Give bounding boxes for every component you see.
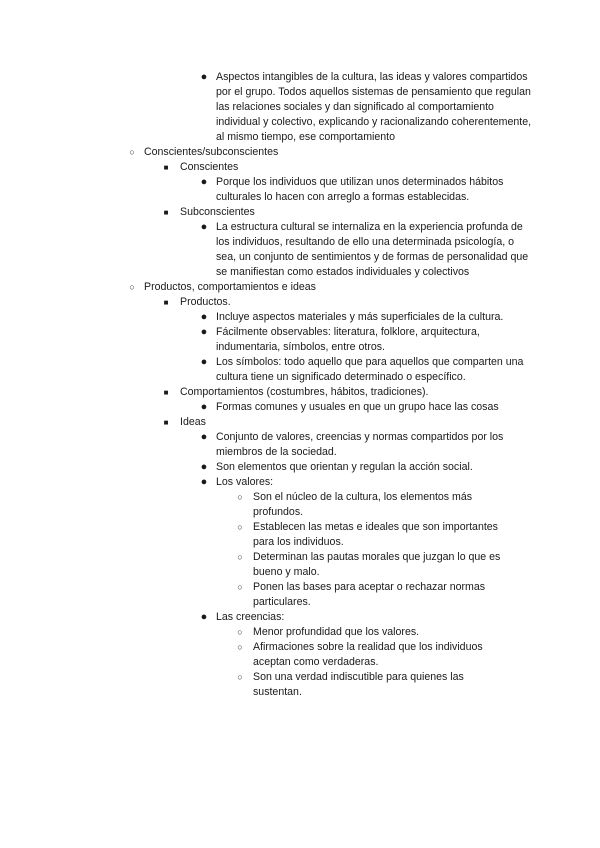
circle-bullet-icon: ○	[237, 522, 243, 532]
bullet-item	[0, 70, 600, 145]
disc-bullet-icon: ●	[200, 71, 208, 83]
bullet-item	[0, 610, 600, 625]
bullet-item	[0, 385, 600, 400]
item-text: Aspectos intangibles de la cultura, las ideas y valores compartidos por el grupo. Todos aquellos sistemas de pensamiento que regulan las relaciones sociales y dan significado al comportamiento individual y colectivo, explicando y racionalizando coherentemente, al mismo tiempo, ese comportamiento	[216, 71, 532, 143]
item-text: Comportamientos (costumbres, hábitos, tradiciones).	[180, 386, 429, 398]
disc-bullet-icon: ●	[200, 401, 208, 413]
circle-bullet-icon: ○	[237, 642, 243, 652]
disc-bullet-icon: ●	[200, 431, 208, 443]
disc-bullet-icon: ●	[200, 326, 208, 338]
document-page	[0, 70, 600, 700]
bullet-item	[0, 625, 600, 640]
bullet-item	[0, 430, 600, 460]
bullet-item	[0, 475, 600, 490]
square-bullet-icon: ■	[163, 418, 169, 427]
item-text: Las creencias:	[216, 611, 285, 623]
circle-bullet-icon: ○	[129, 282, 135, 292]
item-text: Productos.	[180, 296, 231, 308]
bullet-item	[0, 175, 600, 205]
bullet-item	[0, 490, 600, 520]
bullet-item	[0, 325, 600, 355]
square-bullet-icon: ■	[163, 163, 169, 172]
item-text: Porque los individuos que utilizan unos determinados hábitos culturales lo hacen con arreglo a formas establecidas.	[216, 176, 504, 203]
circle-bullet-icon: ○	[237, 627, 243, 637]
circle-bullet-icon: ○	[237, 582, 243, 592]
disc-bullet-icon: ●	[200, 176, 208, 188]
item-text: Afirmaciones sobre la realidad que los individuos aceptan como verdaderas.	[253, 641, 483, 668]
bullet-item	[0, 160, 600, 175]
item-text: Los símbolos: todo aquello que para aquellos que comparten una cultura tiene un significado determinado o específico.	[216, 356, 524, 383]
item-text: Establecen las metas e ideales que son importantes para los individuos.	[253, 521, 498, 548]
item-text: Determinan las pautas morales que juzgan lo que es bueno y malo.	[253, 551, 501, 578]
item-text: Formas comunes y usuales en que un grupo hace las cosas	[216, 401, 499, 413]
bullet-item	[0, 355, 600, 385]
disc-bullet-icon: ●	[200, 461, 208, 473]
bullet-item	[0, 460, 600, 475]
disc-bullet-icon: ●	[200, 611, 208, 623]
bullet-item	[0, 205, 600, 220]
circle-bullet-icon: ○	[129, 147, 135, 157]
item-text: Subconscientes	[180, 206, 255, 218]
item-text: Conjunto de valores, creencias y normas compartidos por los miembros de la sociedad.	[216, 431, 504, 458]
bullet-item	[0, 415, 600, 430]
item-text: La estructura cultural se internaliza en la experiencia profunda de los individuos, resultando de ello una determinada psicología, o sea, un conjunto de sentimientos y de formas de personalidad que se manifiestan como estados individuales y colectivos	[216, 221, 529, 278]
circle-bullet-icon: ○	[237, 672, 243, 682]
item-text: Ideas	[180, 416, 206, 428]
disc-bullet-icon: ●	[200, 311, 208, 323]
square-bullet-icon: ■	[163, 298, 169, 307]
circle-bullet-icon: ○	[237, 492, 243, 502]
item-text: Los valores:	[216, 476, 274, 488]
bullet-item	[0, 295, 600, 310]
bullet-item	[0, 550, 600, 580]
item-text: Son elementos que orientan y regulan la acción social.	[216, 461, 473, 473]
item-text: Conscientes/subconscientes	[144, 146, 279, 158]
disc-bullet-icon: ●	[200, 476, 208, 488]
item-text: Productos, comportamientos e ideas	[144, 281, 316, 293]
disc-bullet-icon: ●	[200, 356, 208, 368]
square-bullet-icon: ■	[163, 208, 169, 217]
bullet-item	[0, 280, 600, 295]
item-text: Conscientes	[180, 161, 239, 173]
square-bullet-icon: ■	[163, 388, 169, 397]
item-text: Incluye aspectos materiales y más superficiales de la cultura.	[216, 311, 504, 323]
bullet-item	[0, 520, 600, 550]
bullet-item	[0, 640, 600, 670]
circle-bullet-icon: ○	[237, 552, 243, 562]
disc-bullet-icon: ●	[200, 221, 208, 233]
bullet-item	[0, 580, 600, 610]
item-text: Son una verdad indiscutible para quienes las sustentan.	[253, 671, 464, 698]
bullet-item	[0, 400, 600, 415]
item-text: Ponen las bases para aceptar o rechazar normas particulares.	[253, 581, 486, 608]
bullet-item	[0, 670, 600, 700]
item-text: Menor profundidad que los valores.	[253, 626, 420, 638]
item-text: Son el núcleo de la cultura, los elementos más profundos.	[253, 491, 473, 518]
bullet-item	[0, 310, 600, 325]
item-text: Fácilmente observables: literatura, folklore, arquitectura, indumentaria, símbolos, entre otros.	[216, 326, 480, 353]
bullet-item	[0, 145, 600, 160]
bullet-item	[0, 220, 600, 280]
